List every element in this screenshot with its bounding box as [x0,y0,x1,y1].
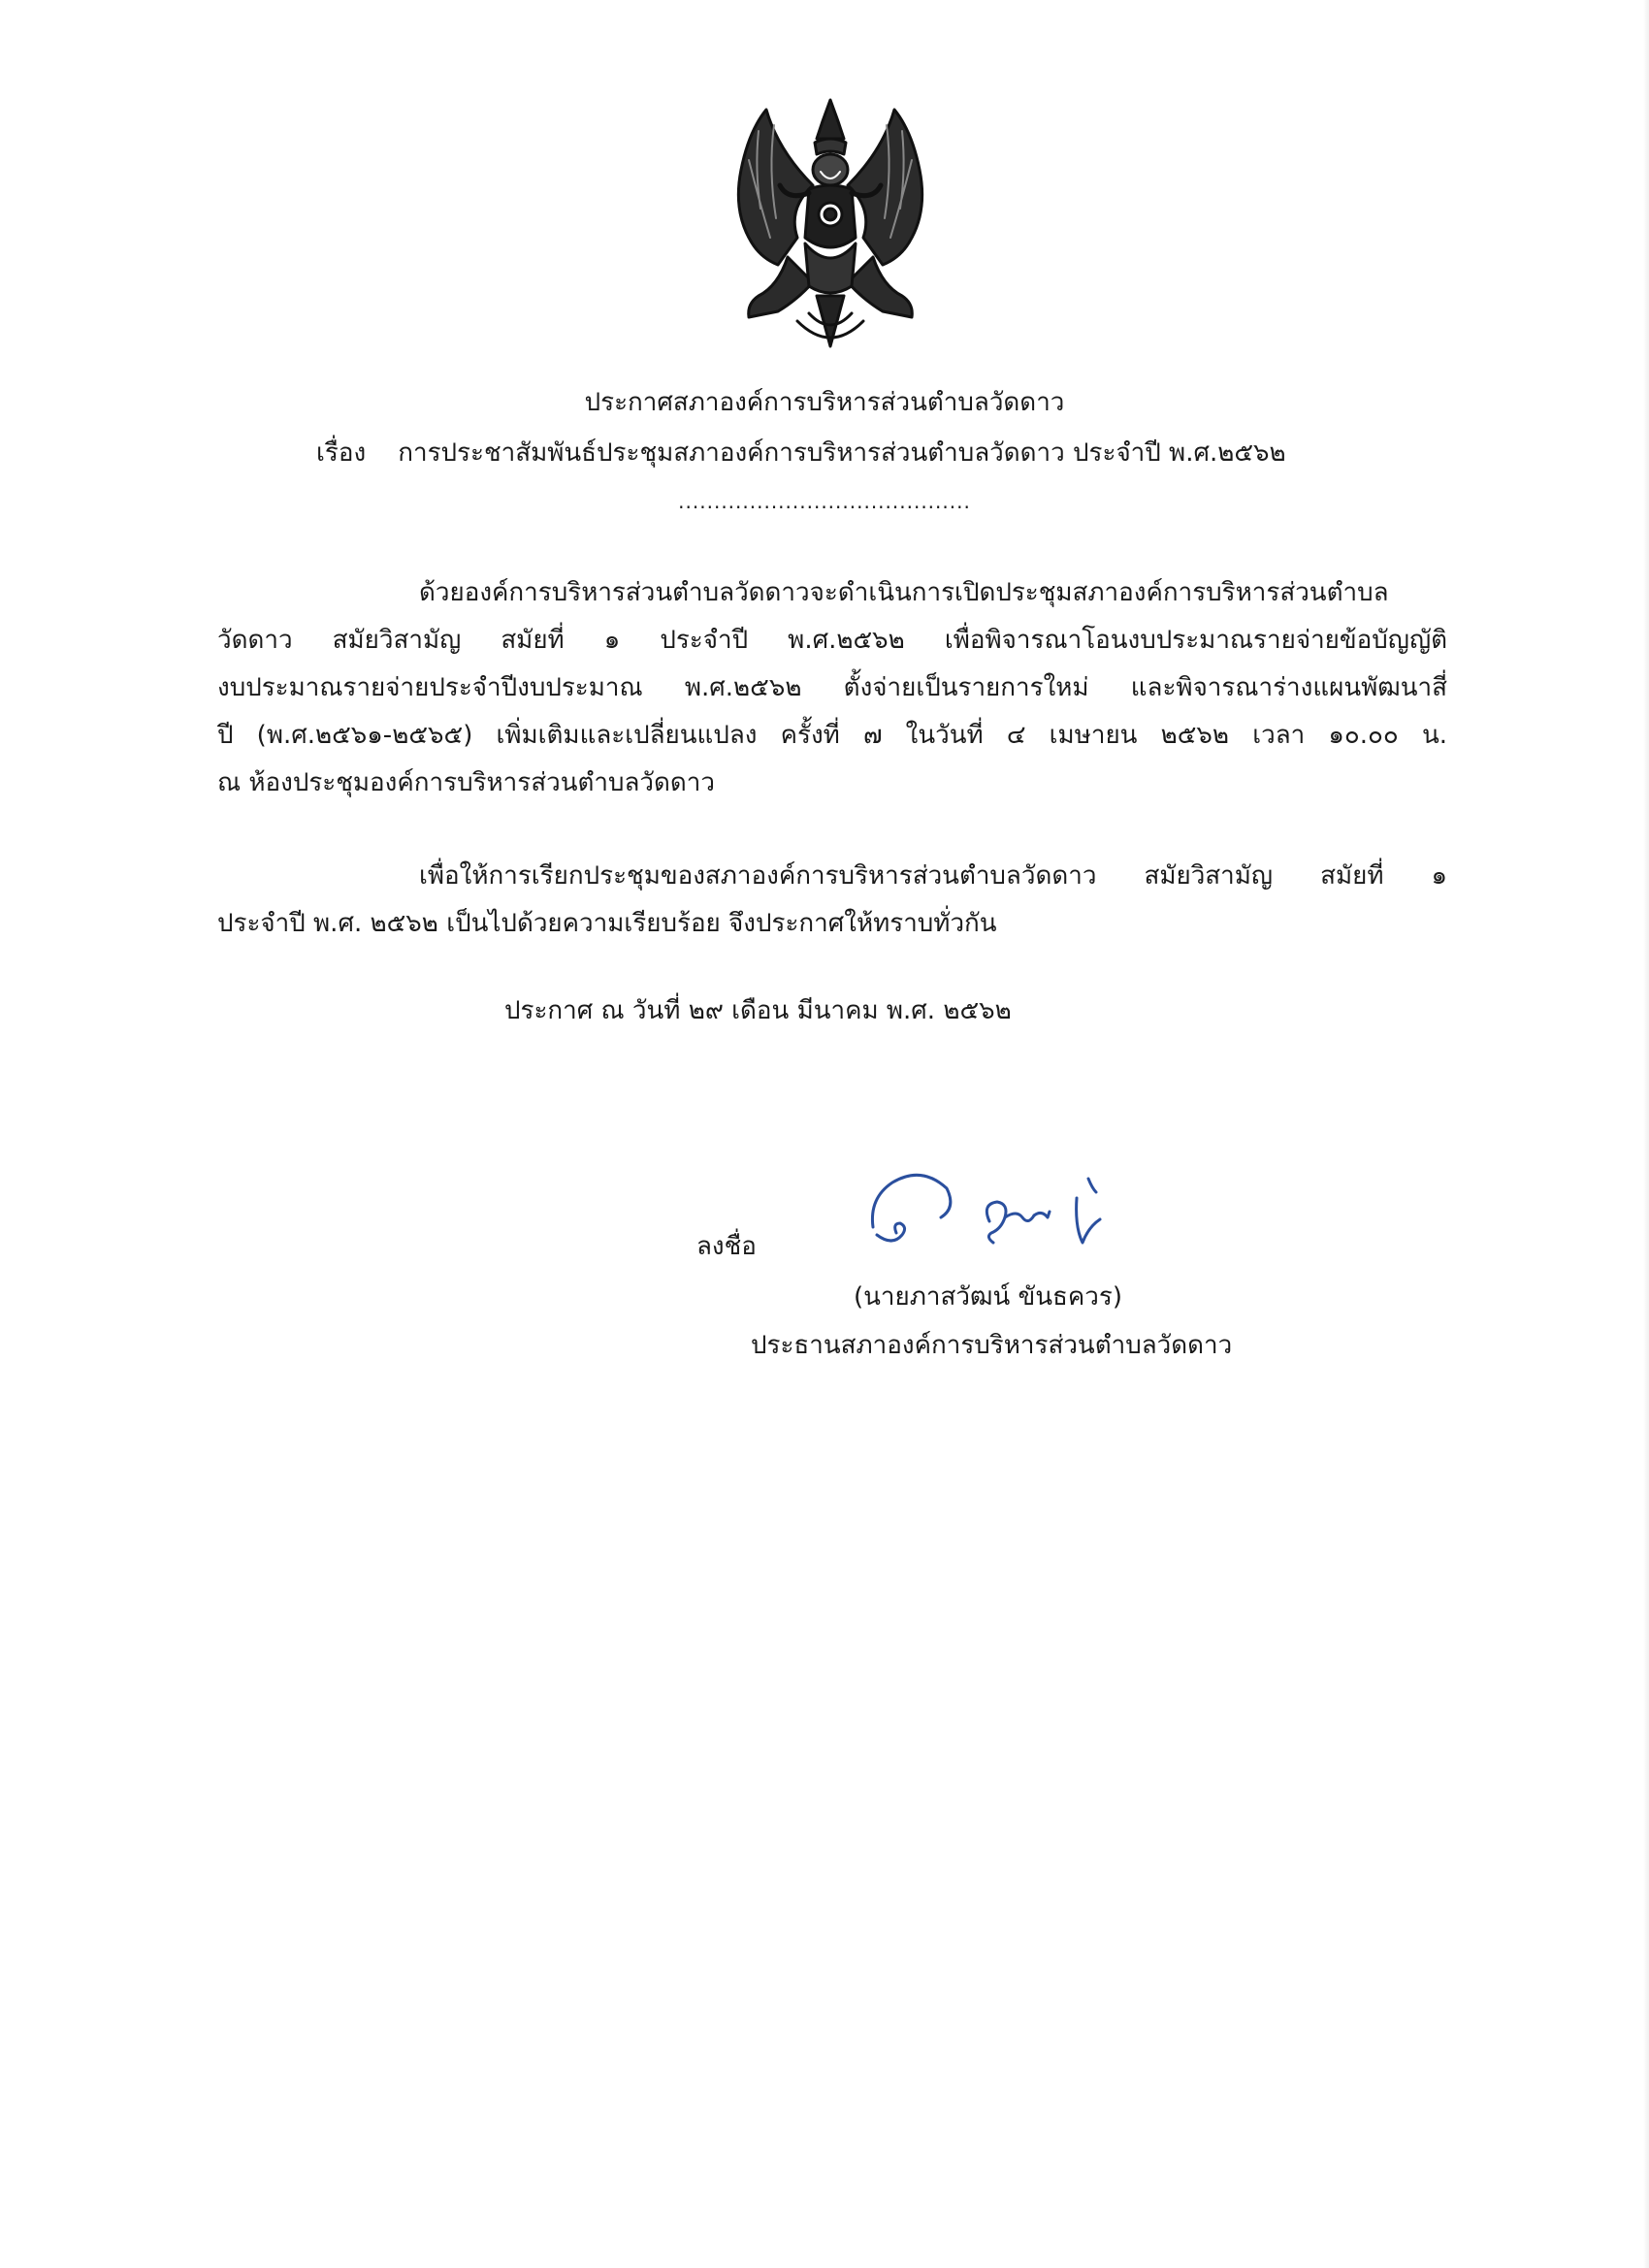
handwritten-signature-icon [863,1159,1135,1276]
subject-text: การประชาสัมพันธ์ประชุมสภาองค์การบริหารส่วนตำบลวัดดาว ประจำปี พ.ศ.๒๕๖๒ [398,438,1286,468]
signatory-name: (นายภาสวัฒน์ ขันธควร) [854,1282,1122,1312]
paragraph1-line: ด้วยองค์การบริหารส่วนตำบลวัดดาวจะดำเนินการเปิดประชุมสภาองค์การบริหารส่วนตำบล [419,578,1389,607]
sign-label: ลงชื่อ [696,1232,757,1261]
signatory-position: ประธานสภาองค์การบริหารส่วนตำบลวัดดาว [751,1331,1233,1360]
paragraph2-line: เพื่อให้การเรียกประชุมของสภาองค์การบริหารส่วนตำบลวัดดาว สมัยวิสามัญ สมัยที่ ๑ [419,861,1447,891]
garuda-emblem-icon [720,92,941,362]
paragraph1-line: วัดดาว สมัยวิสามัญ สมัยที่ ๑ ประจำปี พ.ศ.๒๕๖๒ เพื่อพิจารณาโอนงบประมาณรายจ่ายข้อบัญญัติ [217,626,1447,655]
title-divider: ......................................... [678,490,971,513]
subject-line [316,437,1286,470]
paragraph1-line: งบประมาณรายจ่ายประจำปีงบประมาณ พ.ศ.๒๕๖๒ ตั้งจ่ายเป็นรายการใหม่ และพิจารณาร่างแผนพัฒนาสี่ [217,673,1447,702]
paragraph1-line: ณ ห้องประชุมองค์การบริหารส่วนตำบลวัดดาว [217,768,715,797]
paragraph2-line: ประจำปี พ.ศ. ๒๕๖๒ เป็นไปด้วยความเรียบร้อย จึงประกาศให้ทราบทั่วกัน [217,909,997,938]
announcement-title: ประกาศสภาองค์การบริหารส่วนตำบลวัดดาว [584,388,1065,417]
paragraph1-line: ปี (พ.ศ.๒๕๖๑-๒๕๖๕) เพิ่มเติมและเปลี่ยนแปลง ครั้งที่ ๗ ในวันที่ ๔ เมษายน ๒๕๖๒ เวลา ๑๐.๐๐ น. [217,721,1447,750]
subject-label: เรื่อง [316,438,367,468]
announce-date: ประกาศ ณ วันที่ ๒๙ เดือน มีนาคม พ.ศ. ๒๕๖๒ [504,996,1012,1025]
scan-edge-shadow [1643,0,1649,2268]
